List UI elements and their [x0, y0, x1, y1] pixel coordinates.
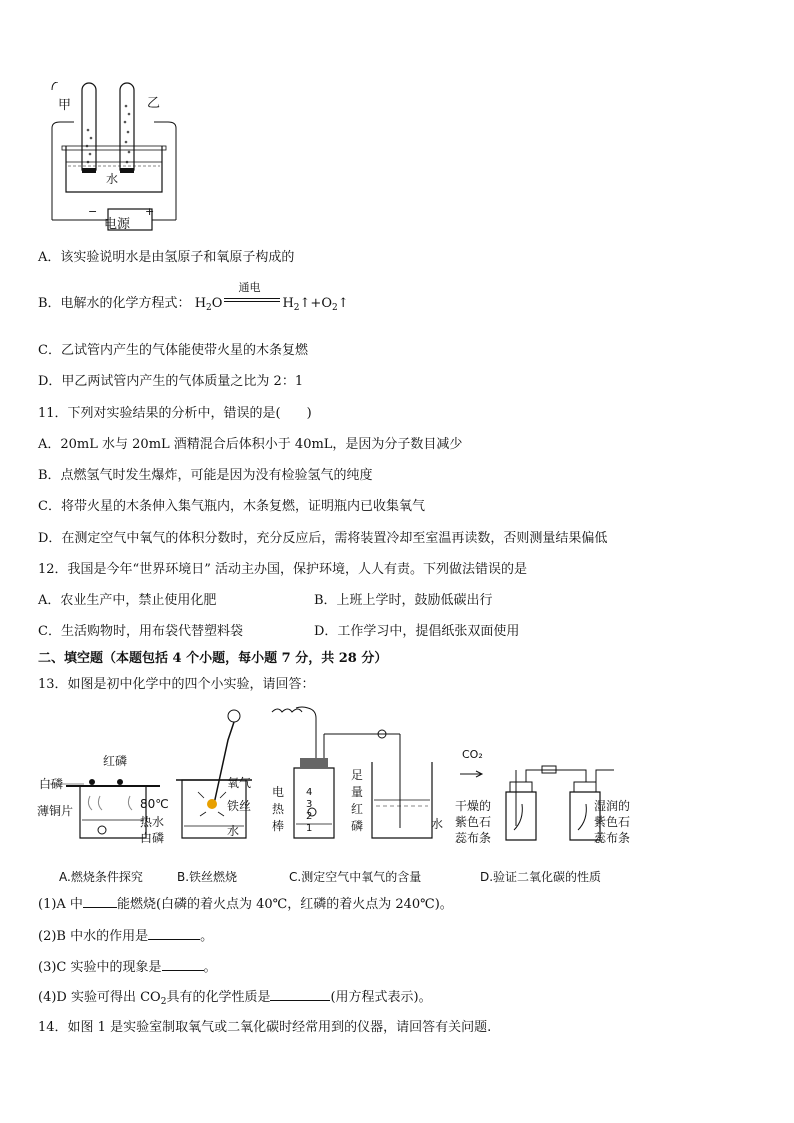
fig-b-water: 水 [227, 824, 240, 838]
fig-a-caption: A.燃烧条件探究 [59, 870, 143, 884]
q13-part-2-suffix: 。 [200, 929, 214, 944]
fig-b-caption: B.铁丝燃烧 [177, 870, 238, 884]
q13-part-4-suffix: (用方程式表示)。 [330, 990, 432, 1005]
section-heading: 二、填空题（本题包括 4 个小题，每小题 7 分，共 28 分） [38, 651, 388, 666]
q12-option-a: A．农业生产中，禁止使用化肥 [38, 593, 217, 608]
q10-equation: $H_2O$ 通电 $H_2↑+O_2↑$ [194, 281, 349, 313]
q13-part-3-suffix: 。 [203, 960, 217, 975]
fig-b-wire: 铁丝 [227, 799, 252, 813]
answer-blank-4[interactable] [270, 988, 330, 1001]
minus-label: − [88, 205, 98, 218]
fig-a-hot-water: 热水 [140, 815, 165, 829]
q13-part-3 [38, 958, 217, 977]
fig-c-caption: C.测定空气中氧气的含量 [289, 870, 422, 884]
q13-part-4-subscript: 2 [160, 997, 167, 1007]
q14-stem: 14．如图 1 是实验室制取氧气或二氧化碳时经常用到的仪器，请回答有关问题. [38, 1020, 492, 1035]
q13-part-4-middle: 具有的化学性质是 [166, 990, 271, 1005]
q13-stem: 13．如图是初中化学中的四个小实验，请回答： [38, 677, 315, 692]
q12-stem: 12．我国是今年“世界环境日” 活动主办国，保护环境，人人有责。下列做法错误的是 [38, 562, 527, 577]
fig-c-enough-1: 足 [351, 768, 364, 782]
fig-d-caption: D.验证二氧化碳的性质 [480, 870, 602, 884]
fig-c-heater-2: 热 [272, 802, 285, 816]
answer-blank-3[interactable] [162, 958, 204, 971]
answer-blank-2[interactable] [148, 927, 200, 940]
fig-d-wet-3: 蕊布条 [594, 831, 631, 845]
plus-label: + [145, 205, 155, 218]
q10-option-a: A．该实验说明水是由氢原子和氧原子构成的 [38, 250, 295, 265]
condition-arrow [224, 281, 280, 307]
q13-part-2 [38, 927, 213, 946]
q11-stem: 11．下列对实验结果的分析中，错误的是( ) [38, 406, 312, 421]
q13-part-3-prefix: (3)C 实验中的现象是 [38, 960, 162, 975]
q12-option-d: D．工作学习中，提倡纸张双面使用 [314, 624, 520, 639]
q13-part-1-prefix: (1)A 中 [38, 897, 83, 912]
q10-option-b-prefix: B．电解水的化学方程式： [38, 296, 191, 311]
fig-d-dry-3: 蕊布条 [455, 831, 492, 845]
fig-c-heater-3: 棒 [272, 819, 285, 833]
fig-d-wet-1: 湿润的 [594, 799, 631, 813]
q13-part-4 [38, 988, 432, 1011]
fig-c-water: 水 [431, 817, 444, 831]
fig-a-copper: 薄铜片 [37, 804, 74, 818]
fig-d-dry-1: 干燥的 [455, 799, 492, 813]
fig-c-tick-2: 2 [306, 811, 313, 822]
q13-part-4-prefix: (4)D 实验可得出 CO [38, 990, 161, 1005]
fig-c-tick-1: 1 [306, 823, 313, 834]
fig-a-white-p: 白磷 [39, 777, 64, 791]
fig-c-enough-2: 量 [351, 785, 364, 799]
fig-c-red-2: 磷 [351, 819, 364, 833]
tube-label-yi: 乙 [147, 96, 161, 111]
fig-c-tick-3: 3 [306, 799, 313, 810]
q13-part-2-prefix: (2)B 中水的作用是 [38, 929, 149, 944]
q12-option-c: C．生活购物时，用布袋代替塑料袋 [38, 624, 243, 639]
q11-option-c: C．将带火星的木条伸入集气瓶内，木条复燃，证明瓶内已收集氧气 [38, 499, 425, 514]
q13-part-1-suffix: 能燃烧(白磷的着火点为 40℃，红磷的着火点为 240℃)。 [116, 897, 453, 912]
q12-option-b: B．上班上学时，鼓励低碳出行 [314, 593, 493, 608]
fig-c-red-1: 红 [351, 802, 364, 816]
q11-option-b: B．点燃氢气时发生爆炸，可能是因为没有检验氢气的纯度 [38, 468, 373, 483]
power-label: 电源 [104, 217, 131, 232]
fig-c-heater-1: 电 [272, 785, 285, 799]
water-label: 水 [106, 172, 119, 186]
q11-option-a: A．20mL 水与 20mL 酒精混合后体积小于 40mL，是因为分子数目减少 [38, 437, 463, 452]
tube-label-jia: 甲 [58, 98, 72, 113]
q10-option-d: D．甲乙两试管内产生的气体质量之比为 2：1 [38, 374, 304, 389]
fig-b-oxygen: 氧气 [227, 776, 252, 790]
answer-blank-1[interactable] [83, 895, 117, 908]
condition-label: 通电 [238, 281, 261, 294]
fig-a-red-p: 红磷 [103, 754, 128, 768]
fig-d-co2: CO₂ [462, 748, 483, 761]
q10-option-c: C．乙试管内产生的气体能使带火星的木条复燃 [38, 343, 308, 358]
q11-option-d: D．在测定空气中氧气的体积分数时，充分反应后，需将装置冷却至室温再读数，否则测量结果偏低 [38, 531, 608, 546]
fig-d-dry-2: 紫色石 [455, 815, 492, 829]
fig-a-white-p2: 白磷 [140, 831, 165, 845]
fig-c-tick-4: 4 [306, 787, 313, 798]
fig-d-wet-2: 紫色石 [594, 815, 631, 829]
q10-option-b [38, 281, 349, 317]
q13-part-1 [38, 895, 453, 914]
fig-a-temp: 80℃ [140, 797, 169, 811]
